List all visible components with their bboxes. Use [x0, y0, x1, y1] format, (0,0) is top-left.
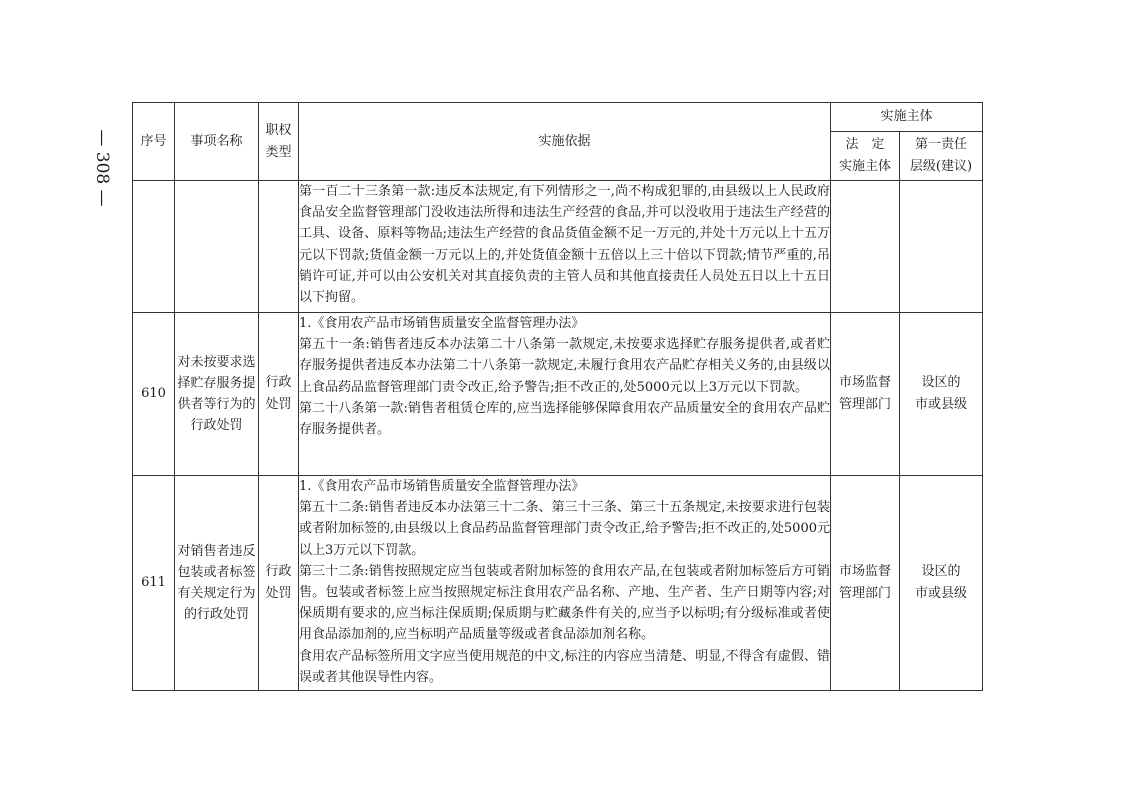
table-row	[133, 181, 983, 313]
basis-paragraph: 1.《食用农产品市场销售质量安全监督管理办法》	[299, 479, 585, 494]
header-power-type-line2: 类型	[265, 144, 292, 160]
header-power-type-line1: 职权	[265, 122, 292, 138]
row-power-type	[259, 313, 299, 476]
row-legal-subject-line1: 市场监督	[838, 375, 891, 390]
table-row	[133, 313, 983, 476]
row-power-type	[259, 476, 299, 691]
header-seq: 序号	[133, 103, 175, 181]
row-legal-subject	[831, 313, 900, 476]
basis-paragraph: 1.《食用农产品市场销售质量安全监督管理办法》	[299, 316, 585, 331]
row-first-level	[900, 476, 983, 691]
row-seq: 611	[133, 476, 175, 691]
row-legal-subject-line1: 市场监督	[838, 564, 891, 579]
header-first-level	[900, 132, 983, 181]
row-first-level-line1: 设区的	[921, 375, 961, 390]
header-legal-subject-line2: 实施主体	[838, 159, 891, 174]
header-first-level-line1: 第一责任	[915, 137, 968, 152]
row-basis	[299, 313, 831, 476]
table-row	[133, 476, 983, 691]
row-basis	[299, 181, 831, 313]
row-first-level	[900, 313, 983, 476]
row-basis	[299, 476, 831, 691]
row-first-level-line2: 市或县级	[915, 586, 968, 601]
header-first-level-line2: 层级(建议)	[909, 159, 973, 174]
basis-paragraph: 第五十一条:销售者违反本办法第二十八条第一款规定,未按要求选择贮存服务提供者,或者贮存服务提供者违反本办法第二十八条第一款规定,未履行食用农产品贮存相关义务的,由县级以上食品药品监督管理部门责令改正,给予警告;拒不改正的,处5000元以上3万元以下罚款。	[299, 337, 830, 395]
row-item-name	[175, 181, 259, 313]
basis-paragraph: 第五十二条:销售者违反本办法第三十二条、第三十三条、第三十五条规定,未按要求进行包装或者附加标签的,由县级以上食品药品监督管理部门责令改正,给予警告;拒不改正的,处5000元以上3万元以下罚款。	[299, 500, 830, 558]
row-power-type-line2: 处罚	[265, 586, 292, 601]
basis-paragraph: 第二十八条第一款:销售者租赁仓库的,应当选择能够保障食用农产品质量安全的食用农产品贮存服务提供者。	[299, 400, 830, 438]
basis-paragraph: 第三十二条:销售按照规定应当包装或者附加标签的食用农产品,在包装或者附加标签后方可销售。包装或者标签上应当按照规定标注食用农产品名称、产地、生产者、生产日期等内容;对保质期有要求的,应当标注保质期;保质期与贮藏条件有关的,应当予以标明;有分级标准或者使用食品添加剂的,应当标明产品质量等级或者食品添加剂名称。	[299, 563, 830, 643]
row-legal-subject	[831, 476, 900, 691]
page-number: — 308 —	[92, 129, 112, 207]
enforcement-items-table	[132, 102, 983, 691]
row-legal-subject	[831, 181, 900, 313]
row-legal-subject-line2: 管理部门	[838, 586, 891, 601]
row-power-type-line1: 行政	[265, 375, 292, 390]
header-power-type	[259, 103, 299, 181]
row-seq	[133, 181, 175, 313]
header-subject-group: 实施主体	[831, 103, 983, 132]
header-legal-subject	[831, 132, 900, 181]
row-seq: 610	[133, 313, 175, 476]
row-first-level-line2: 市或县级	[915, 397, 968, 412]
basis-paragraph: 食用农产品标签所用文字应当使用规范的中文,标注的内容应当清楚、明显,不得含有虚假、错误或者其他误导性内容。	[299, 648, 830, 685]
basis-paragraph: 第一百二十三条第一款:违反本法规定,有下列情形之一,尚不构成犯罪的,由县级以上人民政府食品安全监督管理部门没收违法所得和违法生产经营的食品,并可以没收用于违法生产经营的工具、设备、原料等物品;违法生产经营的食品货值金额不足一万元的,并处十万元以上十五万元以下罚款;货值金额一万元以上的,并处货值金额十五倍以上三十倍以下罚款;情节严重的,吊销许可证,并可以由公安机关对其直接负责的主管人员和其他直接责任人员处五日以上十五日以下拘留。	[299, 184, 830, 306]
header-basis: 实施依据	[299, 103, 831, 181]
row-item-name: 对未按要求选择贮存服务提供者等行为的行政处罚	[175, 313, 259, 476]
row-legal-subject-line2: 管理部门	[838, 397, 891, 412]
header-item-name: 事项名称	[175, 103, 259, 181]
row-item-name: 对销售者违反包装或者标签有关规定行为的行政处罚	[175, 476, 259, 691]
row-power-type	[259, 181, 299, 313]
row-first-level	[900, 181, 983, 313]
header-legal-subject-line1: 法 定	[845, 137, 885, 152]
row-power-type-line2: 处罚	[265, 397, 292, 412]
row-first-level-line1: 设区的	[921, 564, 961, 579]
row-power-type-line1: 行政	[265, 564, 292, 579]
